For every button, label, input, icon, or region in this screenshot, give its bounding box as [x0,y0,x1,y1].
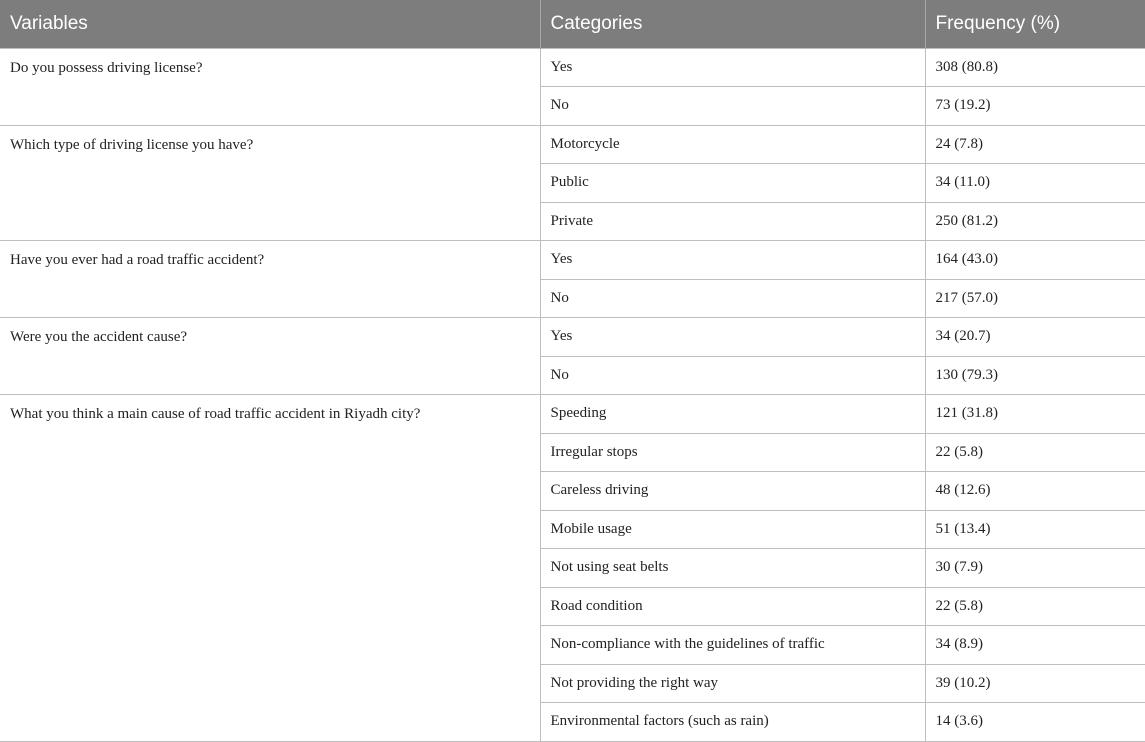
category-cell: Irregular stops [540,433,925,472]
frequency-cell: 217 (57.0) [925,279,1145,318]
frequency-cell: 51 (13.4) [925,510,1145,549]
frequency-cell: 48 (12.6) [925,472,1145,511]
category-cell: Yes [540,318,925,357]
category-cell: No [540,356,925,395]
header-categories: Categories [540,0,925,48]
table-row [0,395,1145,434]
category-cell: Private [540,202,925,241]
header-variables: Variables [0,0,540,48]
category-cell: Not using seat belts [540,549,925,588]
table-body [0,48,1145,741]
variable-cell: Have you ever had a road traffic accident? [0,241,540,318]
variable-cell: Which type of driving license you have? [0,125,540,241]
category-cell: No [540,279,925,318]
category-cell: No [540,87,925,126]
frequency-cell: 130 (79.3) [925,356,1145,395]
variable-cell: Do you possess driving license? [0,48,540,125]
frequency-cell: 14 (3.6) [925,703,1145,742]
frequency-cell: 30 (7.9) [925,549,1145,588]
category-cell: Careless driving [540,472,925,511]
frequency-cell: 121 (31.8) [925,395,1145,434]
frequency-cell: 308 (80.8) [925,48,1145,87]
frequency-cell: 22 (5.8) [925,433,1145,472]
header-row [0,0,1145,48]
category-cell: Road condition [540,587,925,626]
frequency-cell: 34 (8.9) [925,626,1145,665]
table-row [0,318,1145,357]
table-row [0,125,1145,164]
table-row [0,241,1145,280]
header-frequency: Frequency (%) [925,0,1145,48]
category-cell: Environmental factors (such as rain) [540,703,925,742]
frequency-cell: 73 (19.2) [925,87,1145,126]
frequency-cell: 164 (43.0) [925,241,1145,280]
frequency-cell: 24 (7.8) [925,125,1145,164]
category-cell: Public [540,164,925,203]
category-cell: Motorcycle [540,125,925,164]
frequency-cell: 34 (20.7) [925,318,1145,357]
variable-cell: Were you the accident cause? [0,318,540,395]
variable-cell: What you think a main cause of road traffic accident in Riyadh city? [0,395,540,742]
category-cell: Speeding [540,395,925,434]
frequency-cell: 39 (10.2) [925,664,1145,703]
table-row [0,48,1145,87]
frequency-cell: 34 (11.0) [925,164,1145,203]
category-cell: Yes [540,241,925,280]
category-cell: Non-compliance with the guidelines of traffic [540,626,925,665]
frequency-cell: 22 (5.8) [925,587,1145,626]
frequency-cell: 250 (81.2) [925,202,1145,241]
category-cell: Not providing the right way [540,664,925,703]
table-header [0,0,1145,48]
category-cell: Yes [540,48,925,87]
category-cell: Mobile usage [540,510,925,549]
